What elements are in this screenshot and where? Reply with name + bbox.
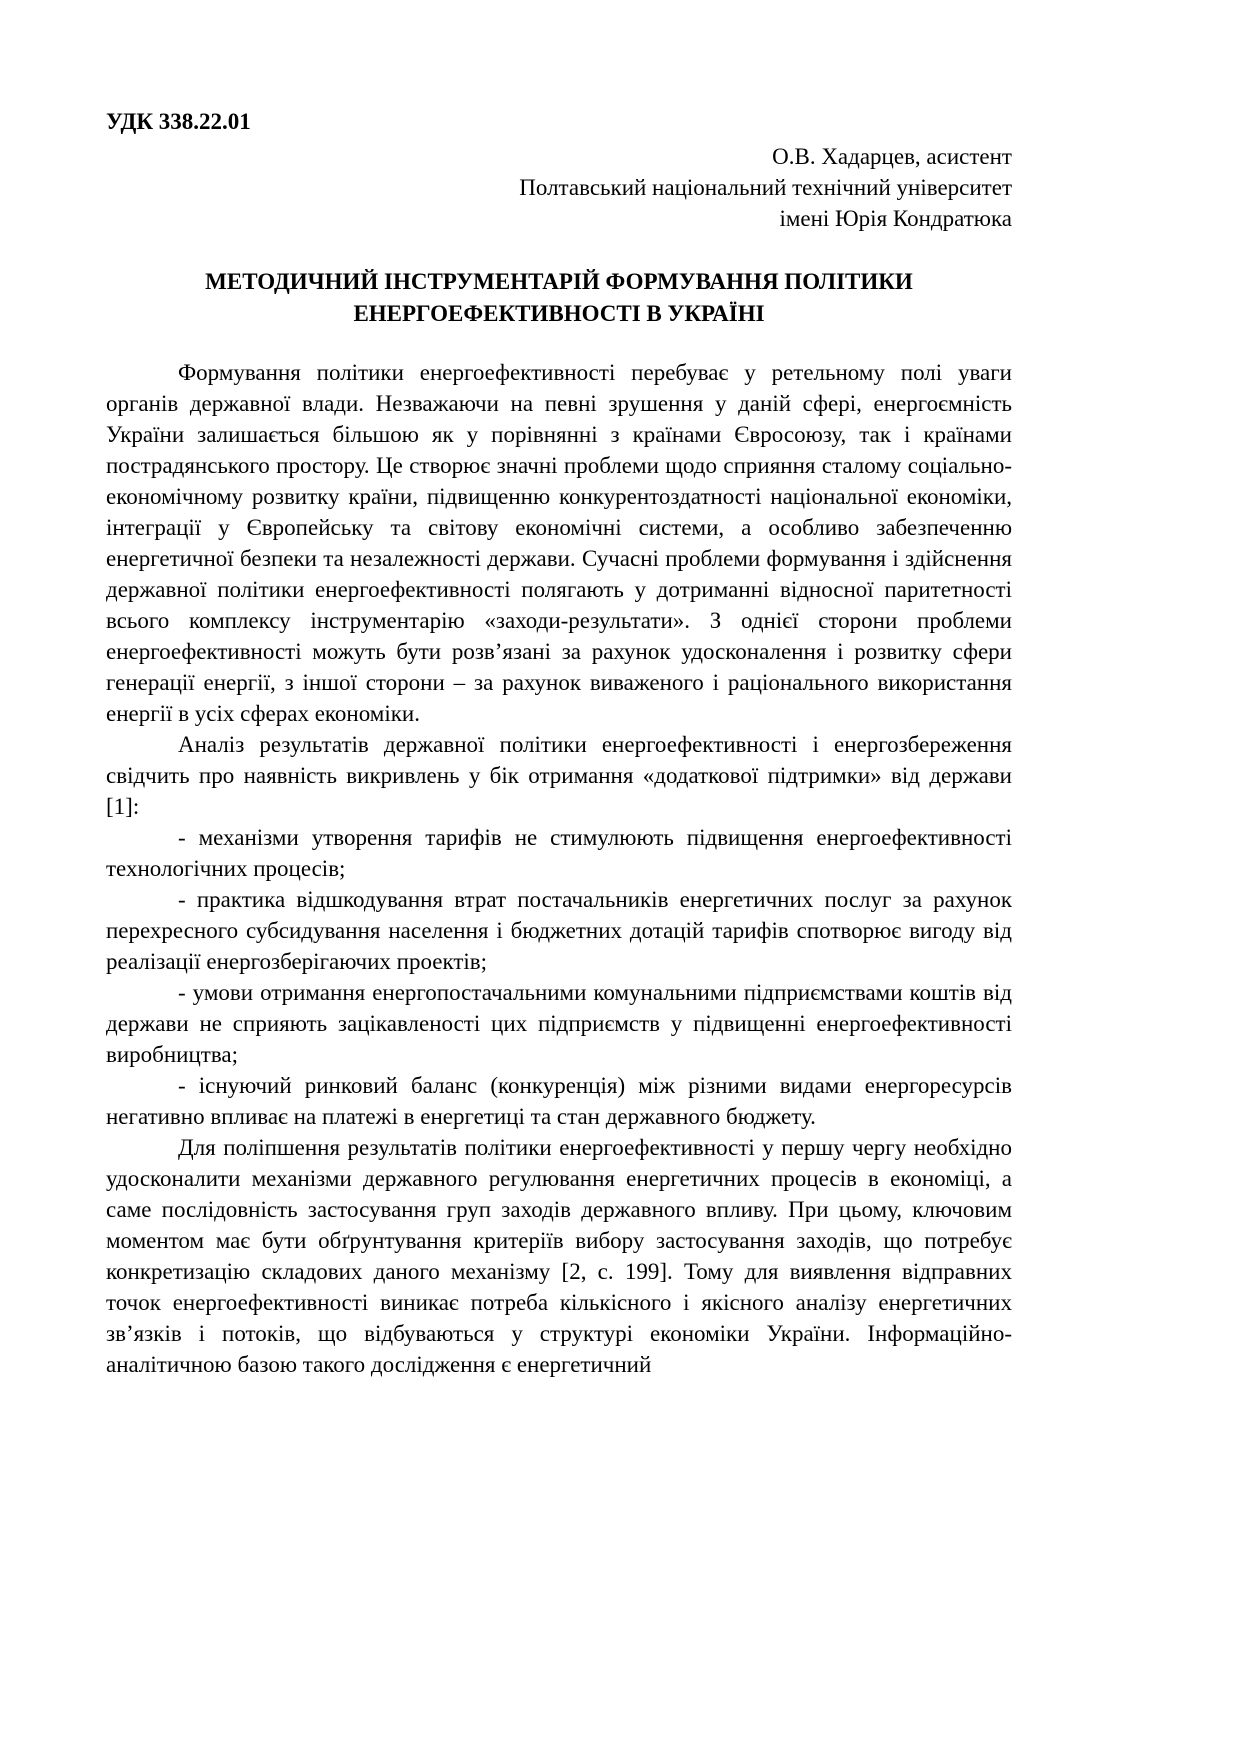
article-title: МЕТОДИЧНИЙ ІНСТРУМЕНТАРІЙ ФОРМУВАННЯ ПОЛІТИКИ ЕНЕРГОЕФЕКТИВНОСТІ В УКРАЇНІ [205,269,913,326]
paragraph-intro: Формування політики енергоефективності перебуває у ретельному полі уваги органів державної влади. Незважаючи на певні зрушення у даній сфері, енергоємність України залишається більшою як у порівнянні з країнами Євросоюзу, так і країнами пострадянського простору. Це створює значні проблеми щодо сприяння сталому соціально-економічному розвитку країни, підвищенню конкурентоздатності національної економіки, інтеграції у Європейську та світову економічні системи, а особливо забезпеченню енергетичної безпеки та незалежності держави. Сучасні проблеми формування і здійснення державної політики енергоефективності полягають у дотриманні відносної паритетності всього комплексу інструментарію «заходи-результати». З однієї сторони проблеми енергоефективності можуть бути розв’язані за рахунок удосконалення і розвитку сфери генерації енергії, з іншої сторони – за рахунок виваженого і раціонального використання енергії в усіх сферах економіки. [106,360,1012,726]
list-item-market-balance: - існуючий ринковий баланс (конкуренція) між різними видами енергоресурсів негативно впливає на платежі в енергетиці та стан державного бюджету. [106,1073,1012,1129]
affiliation-line-1: Полтавський національний технічний університет [519,175,1012,200]
udc-code: УДК 338.22.01 [106,109,251,134]
list-item-tariff-mechanisms: - механізми утворення тарифів не стимулюють підвищення енергоефективності технологічних процесів; [106,825,1012,881]
list-item-municipal-enterprises: - умови отримання енергопостачальними комунальними підприємствами коштів від держави не сприяють зацікавленості цих підприємств у підвищенні енергоефективності виробництва; [106,980,1012,1067]
paragraph-improvement: Для поліпшення результатів політики енергоефективності у першу чергу необхідно удосконалити механізми державного регулювання енергетичних процесів в економіці, а саме послідовність застосування груп заходів державного впливу. При цьому, ключовим моментом має бути обґрунтування критеріїв вибору застосування заходів, що потребує конкретизацію складових даного механізму [2, с. 199]. Тому для виявлення відправних точок енергоефективності виникає потреба кількісного і якісного аналізу енергетичних зв’язків і потоків, що відбуваються у структурі економіки України. Інформаційно-аналітичною базою такого дослідження є енергетичний [106,1135,1012,1377]
author-name-line: О.В. Хадарцев, асистент [772,144,1012,169]
affiliation-line-2: імені Юрія Кондратюка [779,206,1012,231]
paragraph-analysis: Аналіз результатів державної політики енергоефективності і енергозбереження свідчить про наявність викривлень у бік отримання «додаткової підтримки» від держави [1]: [106,732,1012,819]
author-block [106,141,1012,234]
list-item-compensation-practice: - практика відшкодування втрат постачальників енергетичних послуг за рахунок перехресного субсидування населення і бюджетних дотацій тарифів спотворює вигоду від реалізації енергозберігаючих проектів; [106,887,1012,974]
